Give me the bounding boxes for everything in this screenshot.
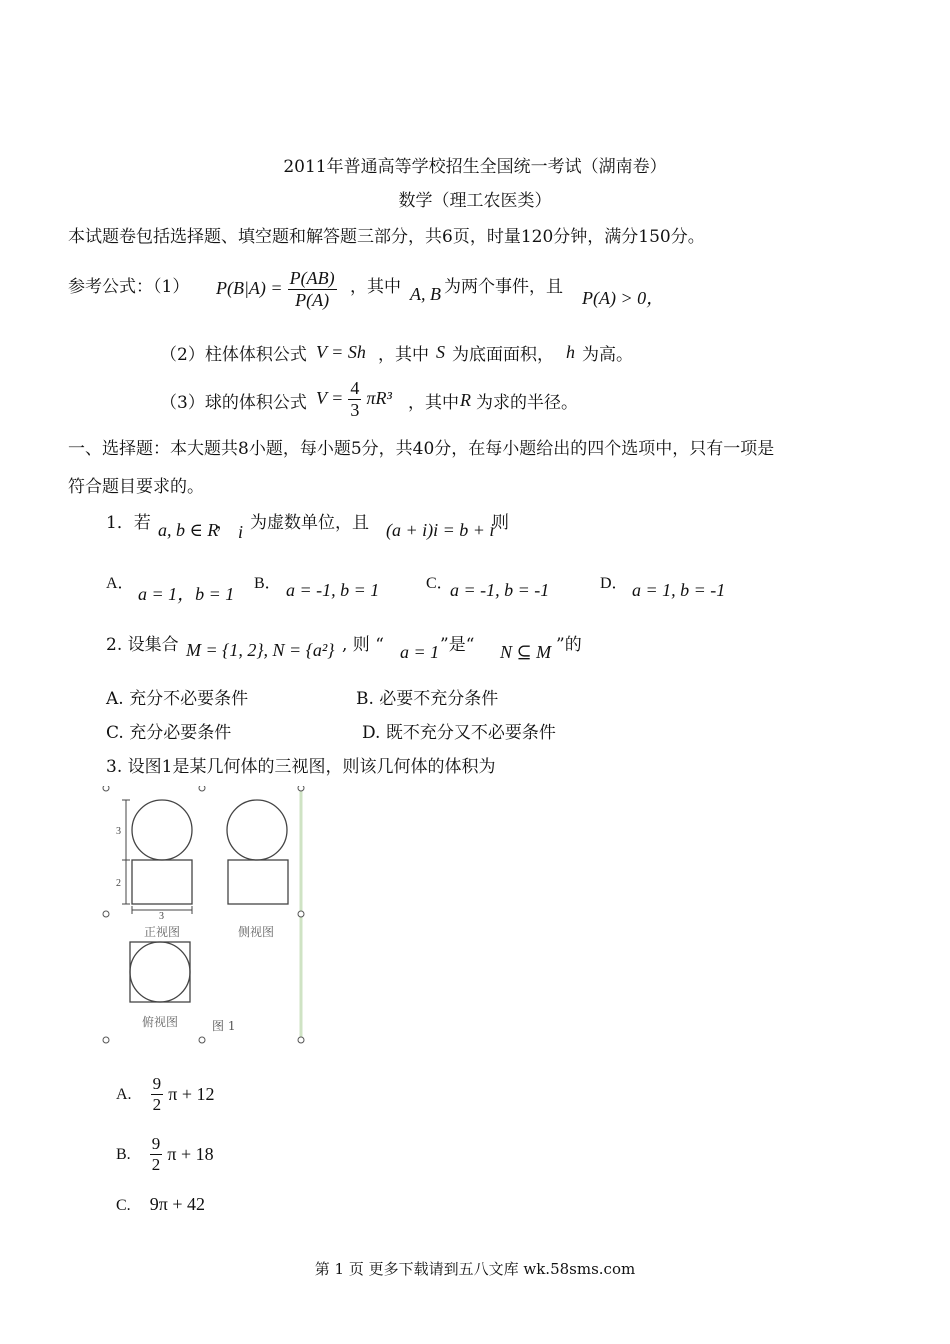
front-view-label: 正视图 bbox=[144, 925, 181, 939]
formula-1-numerator: P(AB) bbox=[289, 268, 335, 288]
q3-option-b-label: B. bbox=[116, 1145, 131, 1163]
q1-sep: ， bbox=[216, 513, 233, 533]
side-view-label: 侧视图 bbox=[238, 925, 275, 939]
q1-option-a-label[interactable]: A． bbox=[106, 575, 134, 592]
q1-i: i bbox=[238, 522, 244, 542]
q2-option-b[interactable]: B. 必要不充分条件 bbox=[356, 689, 499, 709]
q1-option-c[interactable]: a = -1, b = -1 bbox=[450, 580, 550, 600]
formula-2-end: 为高。 bbox=[582, 345, 633, 365]
q3-option-a-denominator: 2 bbox=[152, 1095, 162, 1114]
dim-label-3-top: 3 bbox=[116, 826, 121, 837]
q1-option-b[interactable]: a = -1, b = 1 bbox=[286, 580, 380, 600]
q3-option-b[interactable] bbox=[116, 1134, 214, 1175]
q2-option-d[interactable]: D. 既不充分又不必要条件 bbox=[362, 723, 556, 743]
three-view-figure bbox=[102, 786, 308, 1044]
formula-3-r: R bbox=[460, 390, 471, 410]
q2-end: ”的 bbox=[556, 635, 582, 655]
q3-option-a-label: A. bbox=[116, 1085, 132, 1103]
formula-2-desc: 为底面面积， bbox=[452, 345, 554, 365]
dim-label-3-bottom: 3 bbox=[159, 911, 164, 922]
formula-label: 参考公式：（1） bbox=[68, 277, 190, 297]
figure-caption: 图 1 bbox=[212, 1019, 236, 1033]
formula-3-denominator: 3 bbox=[350, 400, 360, 420]
formula-2-s: S bbox=[436, 342, 445, 362]
dim-label-2: 2 bbox=[116, 878, 121, 889]
q3-option-a[interactable] bbox=[116, 1074, 215, 1115]
formula-1-lhs: P(B|A) = bbox=[216, 278, 283, 298]
q1-cond: a, b ∈ R bbox=[158, 520, 219, 540]
q2-sets: M = {1, 2}, N = {a²} bbox=[186, 640, 335, 660]
formula-3-end: 为求的半径。 bbox=[476, 393, 578, 413]
q1-equation: (a + i)i = b + i bbox=[386, 520, 495, 540]
q3-option-a-rest: π + 12 bbox=[168, 1084, 215, 1104]
q2-then: , 则 “ bbox=[342, 635, 384, 655]
formula-1-denominator: P(A) bbox=[295, 290, 330, 310]
formula-1-mid: ，其中 bbox=[350, 277, 401, 297]
top-view-label: 俯视图 bbox=[142, 1015, 179, 1029]
intro-text: 本试题卷包括选择题、填空题和解答题三部分，共6页，时量120分钟，满分150分。 bbox=[68, 227, 705, 247]
formula-3 bbox=[316, 378, 392, 421]
q1-prefix: 1．若 bbox=[106, 513, 151, 533]
q3-option-c-label: C. bbox=[116, 1197, 131, 1214]
formula-1-rhs: P(A) > 0， bbox=[582, 288, 665, 308]
q1-end: 则 bbox=[492, 513, 509, 533]
q3-option-c[interactable] bbox=[116, 1194, 205, 1215]
q3-option-b-denominator: 2 bbox=[151, 1155, 161, 1174]
q1-option-b-label[interactable]: B． bbox=[254, 575, 281, 592]
q3-option-b-rest: π + 18 bbox=[167, 1144, 214, 1164]
q3-option-c-rest: 9π + 42 bbox=[149, 1194, 206, 1214]
q2-option-c[interactable]: C. 充分必要条件 bbox=[106, 723, 232, 743]
q1-mid: 为虚数单位，且 bbox=[250, 513, 369, 533]
q1-option-a[interactable]: a = 1，b = 1 bbox=[138, 584, 235, 604]
formula-2-formula: V = Sh bbox=[316, 342, 366, 362]
q2-is: ”是“ bbox=[440, 635, 475, 655]
formula-2-h: h bbox=[566, 342, 575, 362]
q1-option-d[interactable]: a = 1, b = -1 bbox=[632, 580, 726, 600]
q3-option-b-fraction bbox=[150, 1134, 163, 1175]
formula-2-where: ，其中 bbox=[378, 345, 429, 365]
q2-option-a[interactable]: A. 充分不必要条件 bbox=[106, 689, 249, 709]
formula-1-events: A, B bbox=[410, 284, 441, 304]
formula-1 bbox=[216, 268, 337, 311]
formula-1-fraction bbox=[288, 268, 337, 311]
q1-option-c-label[interactable]: C． bbox=[426, 575, 453, 592]
q1-option-d-label[interactable]: D． bbox=[600, 575, 628, 592]
q3-option-a-numerator: 9 bbox=[152, 1074, 162, 1093]
formula-3-where: ，其中 bbox=[408, 393, 459, 413]
page-subtitle: 数学（理工农医类） bbox=[398, 191, 552, 211]
section-heading-cont: 符合题目要求的。 bbox=[68, 477, 204, 497]
q3-text: 3. 设图1是某几何体的三视图，则该几何体的体积为 bbox=[106, 757, 496, 777]
page-footer: 第 1 页 更多下载请到五八文库 wk.58sms.com bbox=[314, 1260, 636, 1278]
formula-3-text: （3）球的体积公式 bbox=[160, 393, 307, 413]
formula-3-rest: πR³ bbox=[366, 388, 392, 408]
formula-3-fraction bbox=[348, 378, 361, 421]
formula-1-cond: 为两个事件，且 bbox=[444, 277, 563, 297]
q2-prefix: 2. 设集合 bbox=[106, 635, 179, 655]
q3-option-b-numerator: 9 bbox=[151, 1134, 161, 1153]
formula-2-text: （2）柱体体积公式 bbox=[160, 345, 307, 365]
formula-3-v: V = bbox=[316, 388, 344, 408]
section-heading: 一、选择题：本大题共8小题，每小题5分，共40分，在每小题给出的四个选项中，只有一项是 bbox=[68, 439, 775, 459]
q2-relation: N ⊆ M bbox=[500, 642, 552, 662]
q3-option-a-fraction bbox=[151, 1074, 164, 1115]
q2-cond: a = 1 bbox=[400, 642, 440, 662]
page-title: 2011年普通高等学校招生全国统一考试（湖南卷） bbox=[283, 157, 667, 177]
formula-3-numerator: 4 bbox=[350, 378, 360, 398]
